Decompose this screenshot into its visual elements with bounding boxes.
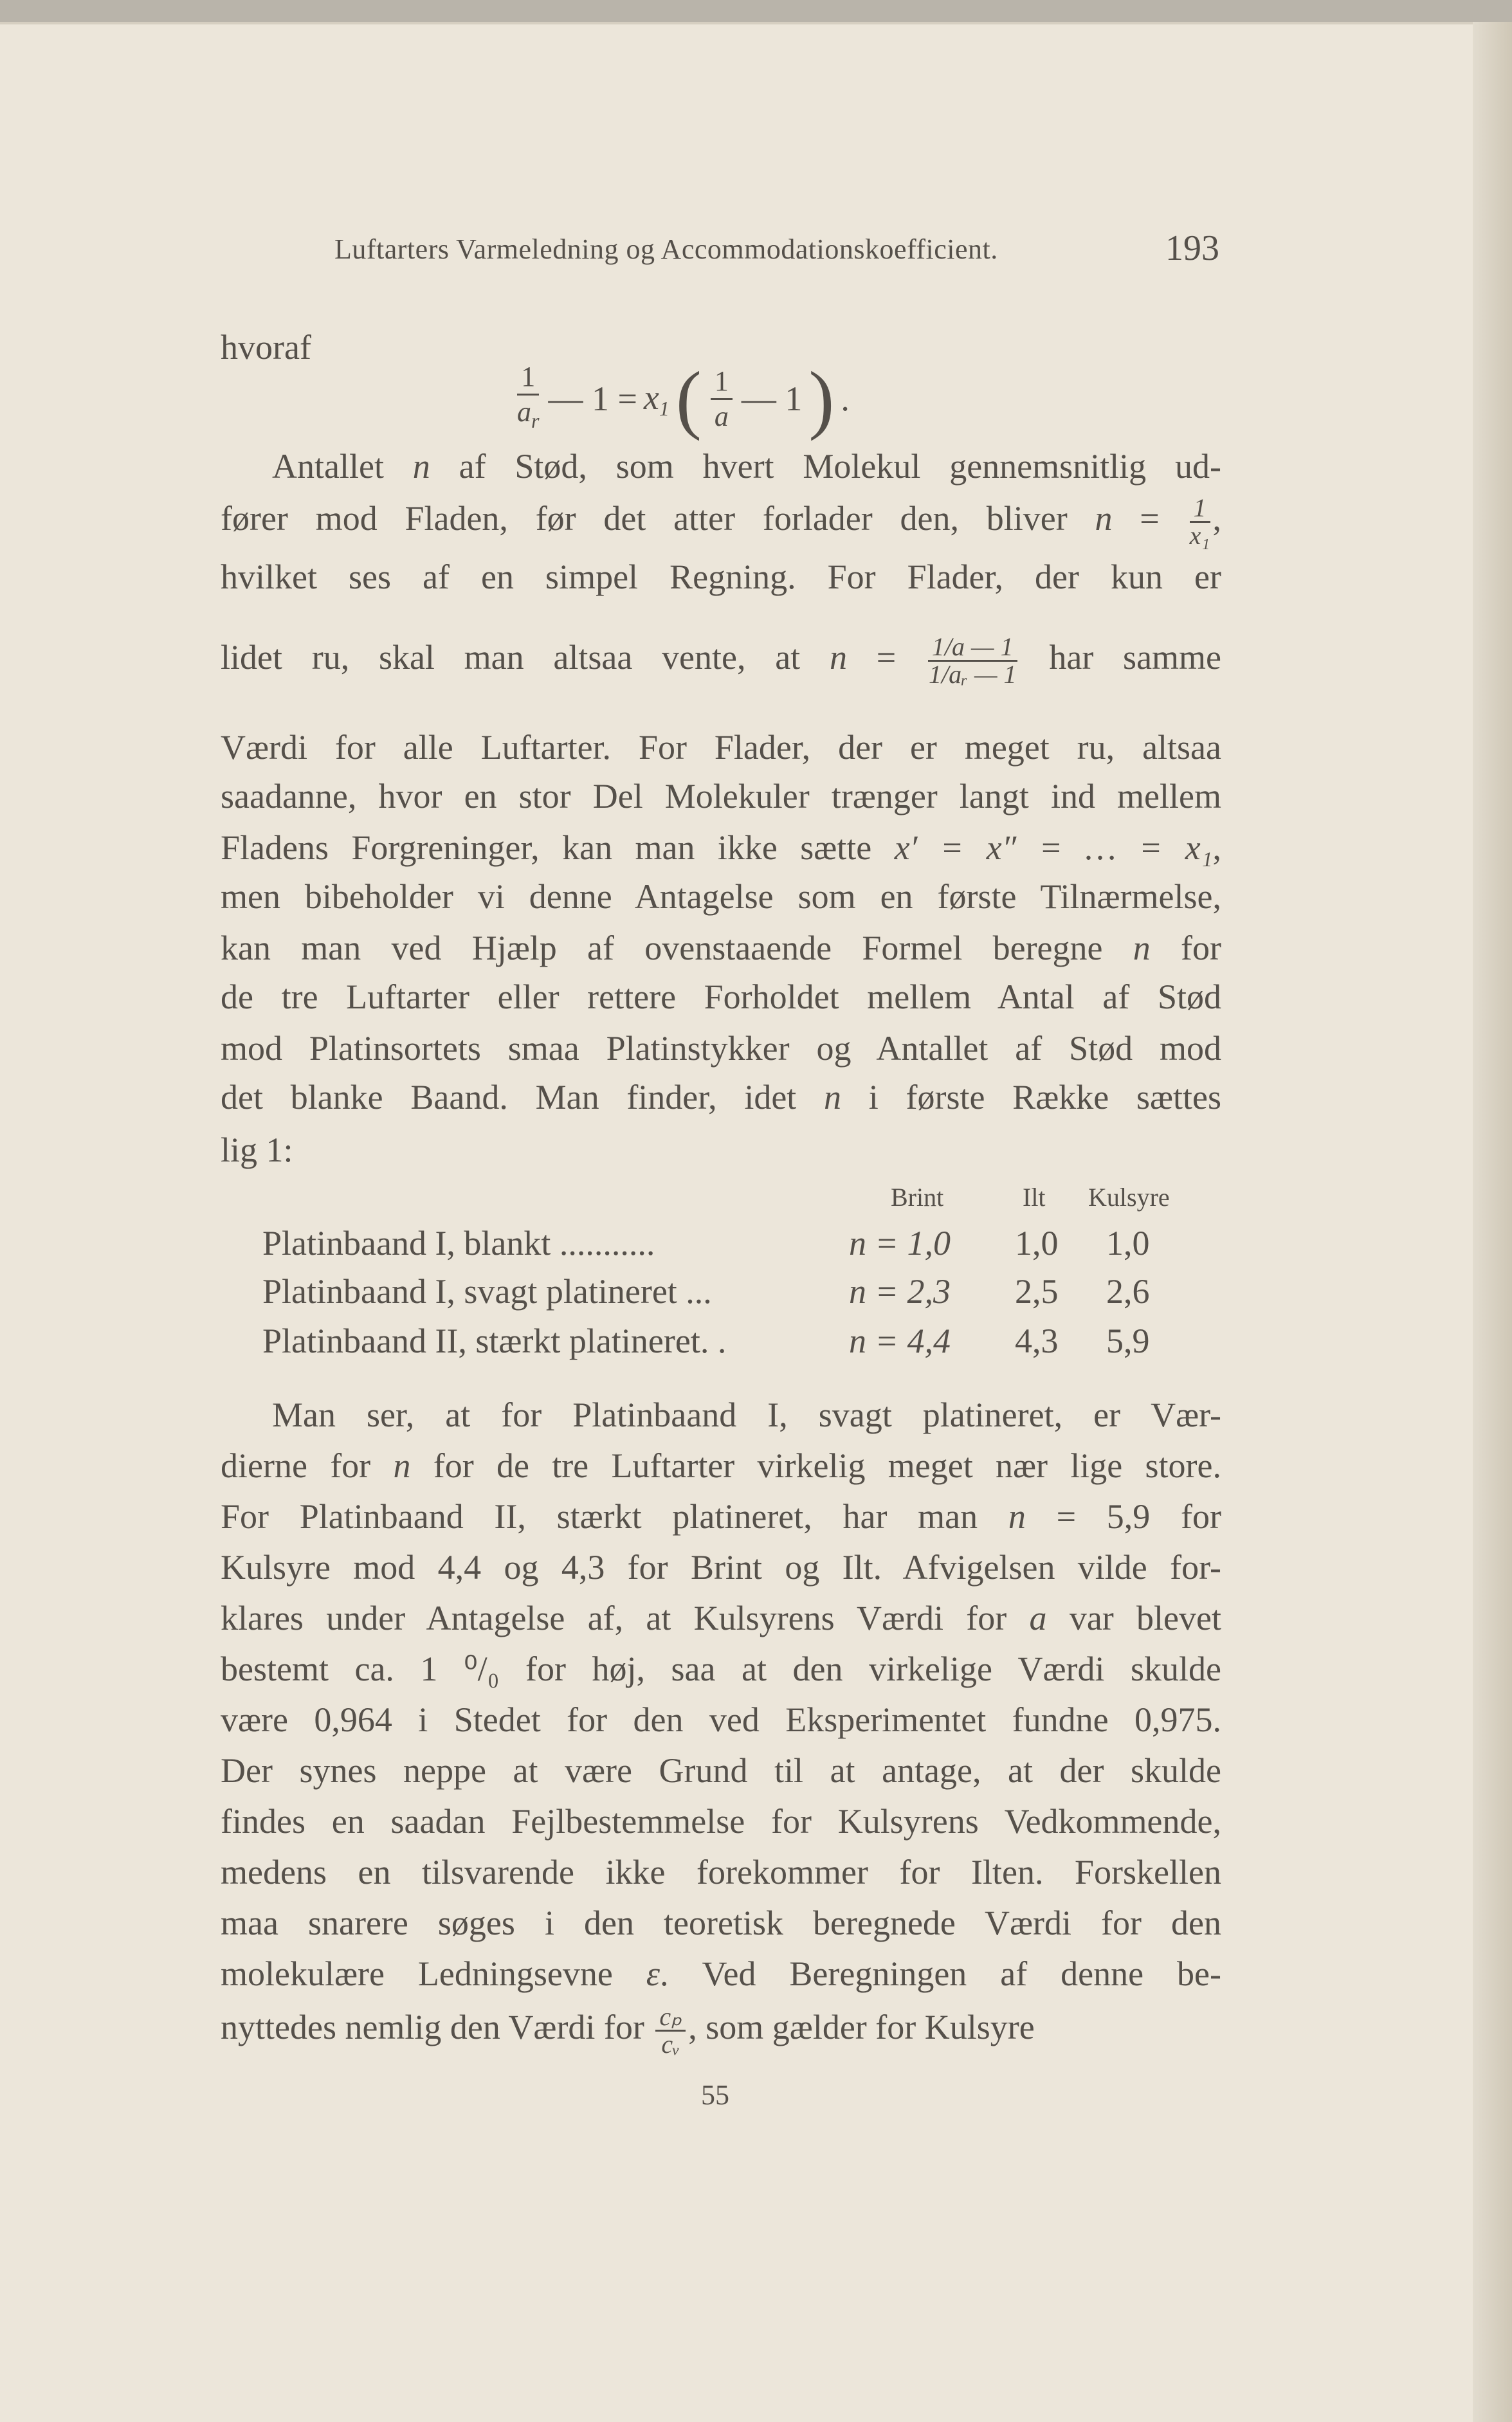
text-segment: var blevet — [1046, 1599, 1221, 1637]
text-segment: = — [846, 637, 925, 677]
text-segment: Værdi for alle Luftarter. For Flader, der er meget ru, altsaa — [221, 728, 1221, 767]
signature-mark: 55 — [701, 2079, 729, 2111]
table-cell-ilt: 1,0 — [1015, 1224, 1059, 1262]
intro-text: hvoraf — [221, 328, 311, 367]
numerator: cₚ — [655, 2004, 686, 2032]
fraction — [517, 360, 539, 437]
text-segment: nyttedes nemlig den Værdi for — [221, 2007, 653, 2046]
text-segment: bestemt ca. 1 ⁰/₀ for høj, saa at den virkelige Værdi skulde — [221, 1650, 1221, 1688]
math-symbol: ε — [646, 1954, 660, 1993]
fraction — [711, 365, 733, 433]
eq-mid: — 1 = — [548, 379, 637, 418]
text-segment: Kulsyre mod 4,4 og 4,3 for Brint og Ilt. Afvigelsen vilde for- — [221, 1548, 1221, 1587]
table-cell-kulsyre: 2,6 — [1106, 1272, 1150, 1311]
math-symbol: n — [1008, 1497, 1026, 1536]
col-header-kulsyre: Kulsyre — [1088, 1183, 1170, 1212]
running-title: Luftarters Varmeledning og Accommodationskoefficient. — [334, 233, 998, 265]
numerator: 1 — [1190, 495, 1210, 523]
table-cell-kulsyre: 1,0 — [1106, 1224, 1150, 1262]
page-top-edge — [0, 22, 1479, 24]
text-line — [221, 1129, 1221, 1170]
text-line — [272, 1394, 1221, 1435]
text-line — [221, 1445, 1221, 1486]
text-segment: for de tre Luftarter virkelig meget nær lige store. — [410, 1446, 1221, 1485]
math-symbol: n — [1095, 498, 1113, 538]
denominator: 1/aᵣ — 1 — [929, 660, 1017, 689]
page-number: 193 — [1165, 228, 1219, 268]
math-symbol: n — [1133, 929, 1151, 967]
denominator — [517, 396, 539, 437]
text-line — [221, 2004, 1221, 2057]
inline-fraction — [928, 634, 1017, 687]
text-line — [221, 1750, 1221, 1791]
denominator: a — [714, 400, 729, 432]
text-segment: kan man ved Hjælp af ovenstaaende Formel beregne — [221, 929, 1133, 967]
text-segment: medens en tilsvarende ikke forekommer for Ilten. Forskellen — [221, 1853, 1221, 1891]
math-symbol: a — [1029, 1599, 1047, 1637]
text-segment: , — [1212, 828, 1221, 867]
math-symbol: n — [393, 1446, 411, 1485]
col-header-ilt: Ilt — [1023, 1183, 1046, 1212]
table-cell-ilt: 2,5 — [1015, 1272, 1059, 1311]
table-row-label: Platinbaand II, stærkt platineret. . — [262, 1322, 727, 1360]
text-segment: findes en saadan Fejlbestemmelse for Kulsyrens Vedkommende, — [221, 1802, 1221, 1841]
text-segment: Antallet — [272, 447, 413, 486]
text-segment: lig 1: — [221, 1131, 293, 1169]
table-cell-brint: n = 1,0 — [849, 1224, 951, 1262]
text-line — [221, 776, 1221, 817]
text-segment: maa snarere søges i den teoretisk beregnede Værdi for den — [221, 1904, 1221, 1942]
inline-fraction — [1190, 495, 1210, 549]
text-segment: = 5,9 for — [1025, 1497, 1222, 1536]
text-line — [221, 1801, 1221, 1842]
text-line — [221, 1648, 1221, 1689]
text-line — [221, 1852, 1221, 1893]
text-segment: dierne for — [221, 1446, 394, 1485]
text-line — [221, 495, 1221, 549]
text-segment: Der synes neppe at være Grund til at antage, at der skulde — [221, 1751, 1221, 1790]
text-line — [221, 1902, 1221, 1944]
eq-end: . — [841, 379, 850, 418]
text-segment: saadanne, hvor en stor Del Molekuler trænger langt ind mellem — [221, 777, 1221, 815]
text-line — [221, 927, 1221, 969]
text-segment: fører mod Fladen, før det atter forlader den, bliver — [221, 498, 1095, 538]
text-segment: klares under Antagelse af, at Kulsyrens Værdi for — [221, 1599, 1030, 1637]
table-row-label: Platinbaand I, blankt ........... — [262, 1224, 655, 1262]
text-line — [221, 727, 1221, 768]
den-var: a — [517, 396, 531, 428]
math-symbol: x′ = x″ = … = x₁ — [894, 828, 1213, 867]
text-segment: de tre Luftarter eller rettere Forholdet mellem Antal af Stød — [221, 978, 1221, 1016]
table-cell-ilt: 4,3 — [1015, 1322, 1059, 1360]
text-line — [221, 1953, 1221, 1994]
equation — [515, 356, 850, 441]
text-segment: være 0,964 i Stedet for den ved Eksperimentet fundne 0,975. — [221, 1700, 1221, 1739]
text-line — [221, 1077, 1221, 1118]
left-paren: ( — [675, 356, 702, 441]
text-segment: For Platinbaand II, stærkt platineret, har man — [221, 1497, 1008, 1536]
math-symbol: n — [412, 447, 430, 486]
text-segment: af Stød, som hvert Molekul gennemsnitlig ud- — [430, 447, 1221, 486]
text-line — [221, 876, 1221, 917]
table-cell-brint: n = 4,4 — [849, 1322, 951, 1360]
text-segment: det blanke Baand. Man finder, idet — [221, 1078, 824, 1116]
text-segment: lidet ru, skal man altsaa vente, at — [221, 637, 830, 677]
text-line — [221, 634, 1221, 687]
eq-x: x — [643, 378, 659, 417]
text-segment: har samme — [1019, 637, 1222, 677]
page-edge — [1473, 22, 1512, 2422]
text-line — [221, 1547, 1221, 1588]
text-segment: mod Platinsortets smaa Platinstykker og Antallet af Stød mod — [221, 1029, 1221, 1068]
text-line — [221, 1598, 1221, 1639]
text-line — [272, 446, 1221, 487]
table-cell-brint: n = 2,3 — [849, 1272, 951, 1311]
text-line — [221, 556, 1221, 597]
text-segment: . Ved Beregningen af denne be- — [660, 1954, 1221, 1993]
inline-fraction — [655, 2004, 686, 2057]
text-segment: i første Række sættes — [841, 1078, 1221, 1116]
right-paren: ) — [808, 356, 835, 441]
col-header-brint: Brint — [891, 1183, 944, 1212]
text-segment: , — [1212, 498, 1221, 538]
text-segment: Fladens Forgreninger, kan man ikke sætte — [221, 828, 895, 867]
numerator: 1 — [517, 360, 539, 396]
text-line — [221, 1699, 1221, 1740]
eq-tail: — 1 — [741, 379, 803, 418]
eq-x-sub: 1 — [659, 396, 669, 420]
text-line — [221, 827, 1221, 868]
text-line — [221, 1496, 1221, 1537]
denominator: x₁ — [1189, 521, 1210, 550]
numerator: 1/a — 1 — [928, 634, 1017, 662]
math-symbol: n — [829, 637, 847, 677]
table-cell-kulsyre: 5,9 — [1106, 1322, 1150, 1360]
numerator: 1 — [711, 365, 733, 400]
text-segment: = — [1112, 498, 1187, 538]
text-segment: Man ser, at for Platinbaand I, svagt platineret, er Vær- — [272, 1396, 1221, 1434]
text-segment: molekulære Ledningsevne — [221, 1954, 646, 1993]
denominator: cᵥ — [661, 2030, 680, 2059]
text-line — [221, 976, 1221, 1017]
math-symbol: n — [824, 1078, 842, 1116]
text-segment: for — [1150, 929, 1221, 967]
text-segment: hvilket ses af en simpel Regning. For Flader, der kun er — [221, 558, 1221, 596]
table-row-label: Platinbaand I, svagt platineret ... — [262, 1272, 712, 1311]
text-line — [221, 1028, 1221, 1069]
den-sub: r — [531, 409, 540, 432]
text-segment: men bibeholder vi denne Antagelse som en første Tilnærmelse, — [221, 877, 1221, 916]
text-segment: , som gælder for Kulsyre — [688, 2007, 1035, 2046]
